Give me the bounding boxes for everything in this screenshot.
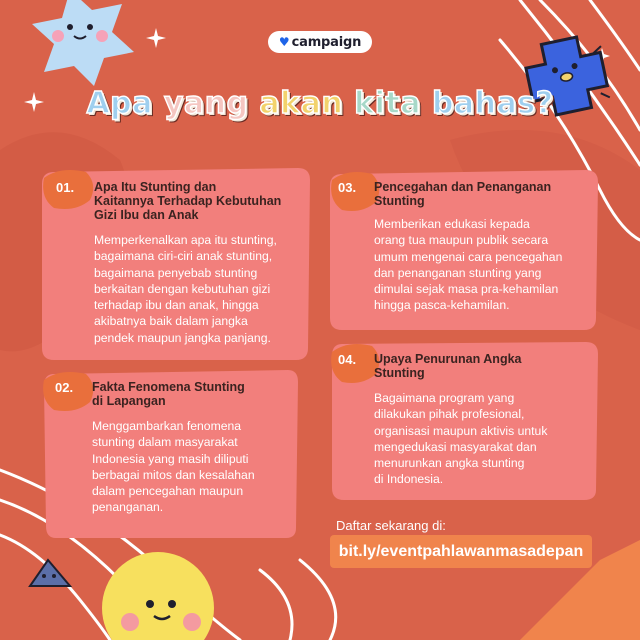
card-body-line: pendek maupun jangka panjang. <box>94 330 271 345</box>
topic-card-1 <box>40 168 312 364</box>
topic-card-2 <box>42 368 300 540</box>
card-title <box>374 180 594 208</box>
card-body-line: dilakukan pihak profesional, <box>374 407 525 422</box>
card-title-line: di Lapangan <box>92 394 166 408</box>
card-body-line: bagaimana ciri-ciri anak stunting, <box>94 249 273 264</box>
card-title <box>374 352 594 380</box>
card-body-line: akibatnya baik dalam jangka <box>94 314 248 329</box>
card-body-line: umum mengenai cara pencegahan <box>374 249 563 264</box>
title-word: bahas? <box>431 86 554 121</box>
card-body-line: organisasi maupun aktivis untuk <box>374 423 548 438</box>
card-body-line: stunting dalam masyarakat <box>92 435 238 450</box>
card-body-line: berbagai mitos dan kesalahan <box>92 467 255 482</box>
card-body <box>374 390 596 488</box>
card-title-line: Kaitannya Terhadap Kebutuhan <box>94 194 282 208</box>
card-body-line: mengedukasi masyarakat dan <box>374 439 537 454</box>
card-title <box>92 380 292 408</box>
card-body-line: penanganan. <box>92 500 164 515</box>
title-word: Apa <box>86 86 153 121</box>
card-body <box>374 216 596 314</box>
brand-logo <box>268 31 372 53</box>
card-body-line: di Indonesia. <box>374 472 444 487</box>
page-title <box>0 86 640 121</box>
card-body-line: Menggambarkan fenomena <box>92 419 242 433</box>
card-title-line: Apa Itu Stunting dan <box>94 180 217 194</box>
card-number: 03. <box>338 180 357 195</box>
card-body-line: Memberikan edukasi kepada <box>374 217 530 231</box>
card-body-line: Indonesia yang masih diliputi <box>92 451 249 466</box>
card-body-line: dalam pencegahan maupun <box>92 484 244 499</box>
card-title <box>94 180 304 222</box>
card-number: 02. <box>55 380 74 395</box>
topic-card-3 <box>328 168 600 332</box>
card-number: 04. <box>338 352 357 367</box>
card-body-line: dan penanganan stunting yang <box>374 265 542 280</box>
card-title-line: Gizi Ibu dan Anak <box>94 208 199 222</box>
heart-icon: ♥ <box>278 35 290 49</box>
card-body-line: Memperkenalkan apa itu stunting, <box>94 233 277 247</box>
title-word: yang <box>163 86 249 121</box>
card-body <box>94 232 308 346</box>
card-body-line: hingga pasca-kehamilan. <box>374 298 510 313</box>
card-body-line: menurunkan angka stunting <box>374 456 525 471</box>
card-body <box>92 418 296 516</box>
card-number: 01. <box>56 180 75 195</box>
card-body-line: berkaitan dengan kebutuhan gizi <box>94 281 271 296</box>
card-title-line: Fakta Fenomena Stunting <box>92 380 245 394</box>
card-title-line: Pencegahan dan Penanganan <box>374 180 552 194</box>
topic-card-4 <box>330 340 600 502</box>
brand-name: campaign <box>291 34 362 50</box>
card-body-line: bagaimana penyebab stunting <box>94 265 258 280</box>
card-body-line: terhadap ibu dan anak, hingga <box>94 298 259 313</box>
title-word: akan <box>259 86 344 121</box>
card-title-line: Stunting <box>374 194 425 208</box>
registration-link-button[interactable]: bit.ly/eventpahlawanmasadepan <box>330 535 592 568</box>
card-body-line: dimulai sejak masa pra-kehamilan <box>374 282 559 297</box>
card-body-line: orang tua maupun publik secara <box>374 233 549 248</box>
card-body-line: Bagaimana program yang <box>374 391 515 405</box>
title-word: kita <box>354 86 421 121</box>
card-title-line: Stunting <box>374 366 425 380</box>
cta-label: Daftar sekarang di: <box>336 518 446 533</box>
card-title-line: Upaya Penurunan Angka <box>374 352 522 366</box>
